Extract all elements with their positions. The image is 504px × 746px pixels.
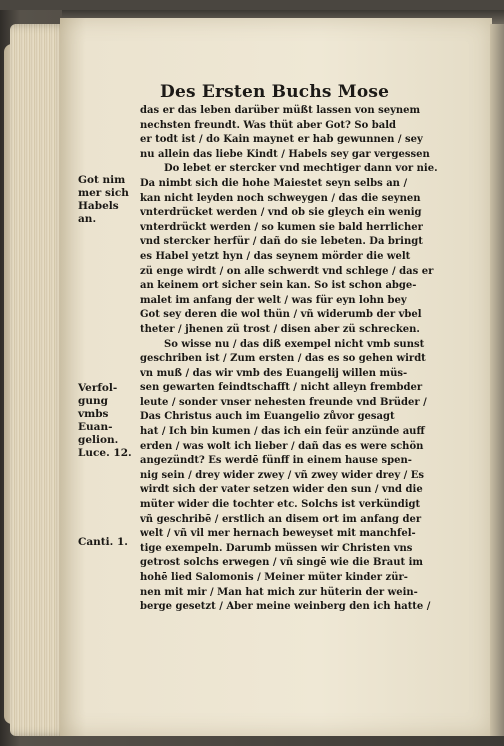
text-line: Got sey deren die wol thün / vñ widerumb der vbel — [140, 309, 422, 321]
margin-note-line: Verfol- — [78, 382, 118, 394]
text-line: nig sein / drey wider zwey / vñ zwey wider drey / Es — [140, 469, 425, 481]
text-line: hohē lied Salomonis / Meiner müter kinder zür- — [140, 572, 408, 583]
text-line: vnterdrücket werden / vnd ob sie gleych ein wenig — [140, 207, 422, 219]
margin-note-3 — [78, 536, 138, 549]
margin-note-2 — [78, 382, 138, 460]
text-line: Das Christus auch im Euangelio zůvor gesagt — [140, 411, 395, 423]
margin-note-line: Luce. 12. — [78, 447, 132, 459]
text-line: es Habel yetzt hyn / das seynem mörder die welt — [140, 250, 411, 262]
text-line: theter / jhenen zü trost / disen aber zü schrecken. — [140, 323, 420, 335]
running-head: Des Ersten Buchs Mose — [160, 82, 390, 102]
text-line: welt / vñ vil mer hernach beweyset mit manchfel- — [140, 528, 416, 540]
text-line: So wisse nu / das diß exempel nicht vmb sunst — [164, 338, 425, 350]
margin-note-line: Canti. 1. — [78, 536, 128, 548]
text-line: vnd stercker herfür / dañ do sie lebeten. Da bringt — [140, 236, 423, 248]
margin-note-line: Got nim — [78, 174, 126, 186]
text-line: Do lebet er stercker vnd mechtiger dann vor nie. — [164, 163, 438, 175]
body-text — [140, 104, 440, 615]
text-line: zü enge wirdt / on alle schwerdt vnd schlege / das er — [140, 265, 434, 277]
text-line: nen mit mir / Man hat mich zur hüterin der wein- — [140, 586, 418, 598]
margin-note-line: vmbs — [78, 408, 109, 420]
text-line: kan nicht leyden noch schweygen / das die seynen — [140, 192, 421, 204]
text-line: wirdt sich der vater setzen wider den sun / vnd die — [140, 484, 423, 496]
text-line: nechsten freundt. Was thüt aber Got? So bald — [140, 119, 397, 131]
text-line: malet im anfang der welt / was für eyn lohn bey — [140, 294, 407, 306]
margin-note-line: Habels — [78, 200, 119, 212]
text-line: angezündt? Es werdē fünff in einem hause spen- — [140, 455, 412, 467]
text-line: berge gesetzt / Aber meine weinberg den ich hatte / — [140, 601, 431, 613]
text-line: vñ geschribē / erstlich an disem ort im anfang der — [140, 513, 422, 525]
text-line: er todt ist / do Kain maynet er hab gewunnen / sey — [140, 134, 423, 146]
text-line: leute / sonder vnser nehesten freunde vnd Brüder / — [140, 396, 427, 408]
text-line: tige exempeln. Darumb müssen wir Christen vns — [140, 542, 413, 554]
text-line: an keinem ort sicher sein kan. So ist schon abge- — [140, 280, 417, 292]
text-line: vn muß / das wir vmb des Euangelij willen müs- — [140, 367, 408, 379]
margin-note-line: mer sich — [78, 187, 129, 199]
text-line: nu allein das liebe Kindt / Habels sey gar vergessen — [140, 148, 430, 160]
text-line: hat / Ich bin kumen / das ich ein feür anzünde auff — [140, 426, 425, 438]
text-line: sen gewarten feindtschafft / nicht alleyn frembder — [140, 382, 423, 394]
margin-note-line: an. — [78, 213, 97, 225]
margin-note-1 — [78, 174, 138, 226]
text-line: getrost solchs erwegen / vñ singē wie die Braut im — [140, 557, 423, 569]
text-line: das er das leben darüber müßt lassen von seynem — [140, 105, 421, 116]
margin-note-line: Euan- — [78, 421, 113, 433]
text-line: erden / was wolt ich lieber / dañ das es were schön — [140, 440, 424, 452]
text-line: Da nimbt sich die hohe Maiestet seyn selbs an / — [140, 177, 408, 189]
margin-note-line: gung — [78, 395, 108, 407]
text-line: geschriben ist / Zum ersten / das es so gehen wirdt — [140, 353, 426, 365]
text-line: müter wider die tochter etc. Solchs ist verkündigt — [140, 499, 421, 511]
text-line: vnterdrückt werden / so kumen sie bald herrlicher — [140, 221, 423, 233]
facing-page-edge — [490, 24, 504, 736]
margin-note-line: gelion. — [78, 434, 119, 446]
